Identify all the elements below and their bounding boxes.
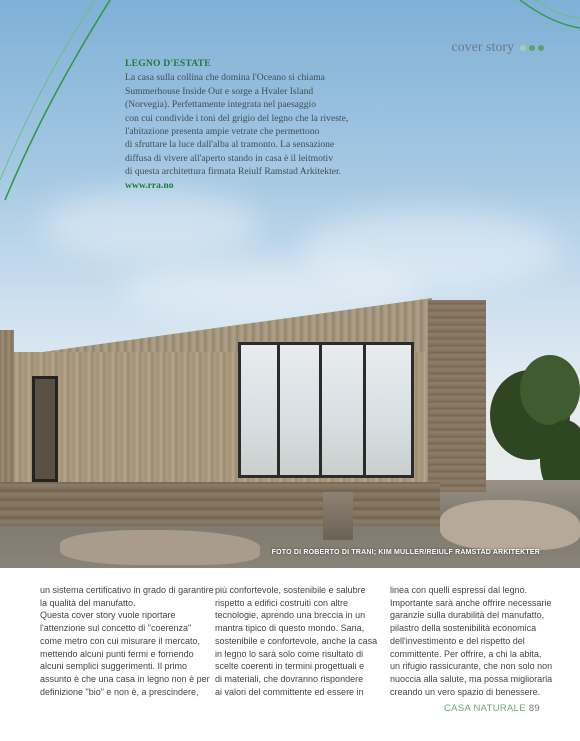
house-deck bbox=[0, 482, 440, 526]
chimney bbox=[323, 492, 353, 540]
text-column-1 bbox=[40, 584, 214, 698]
intro-line: La casa sulla collina che domina l'Oceano si chiama bbox=[125, 72, 325, 84]
text-line: garanzie sulla durabilità del manufatto, bbox=[390, 610, 545, 621]
text-line: tecnologie, aprendo una breccia in un bbox=[215, 610, 366, 621]
rock bbox=[440, 500, 580, 550]
magazine-name: CASA NATURALE bbox=[444, 703, 526, 714]
intro-title: LEGNO D'ESTATE bbox=[125, 58, 211, 69]
intro-url-link[interactable]: www.rra.no bbox=[125, 179, 174, 191]
text-line: scelte coerenti in termini progettuali e bbox=[215, 661, 365, 672]
section-label bbox=[451, 40, 544, 56]
text-line: rispetto a edifici costruiti con altre bbox=[215, 597, 349, 608]
house-glazing bbox=[238, 342, 414, 478]
text-line: sostenibile e confortevole, anche la casa bbox=[215, 635, 378, 646]
intro-line: di sfruttare la luce dall'alba al tramonto. La sensazione bbox=[125, 139, 335, 151]
intro-line: diffusa di vivere all'aperto stando in casa è il leitmotiv bbox=[125, 152, 334, 164]
vine-decoration-left bbox=[0, 0, 140, 220]
page-footer bbox=[444, 703, 540, 714]
vine-decoration-right bbox=[500, 0, 580, 40]
text-line: ai valori del committente ed essere in bbox=[215, 686, 364, 697]
text-line: come metro con cui misurare il mercato, bbox=[40, 635, 201, 646]
intro-line: con cui condivide i toni del grigio del legno che la riveste, bbox=[125, 112, 349, 124]
photo-credit: FOTO DI ROBERTO DI TRANI; KIM MULLER/REIULF RAMSTAD ARKITEKTER bbox=[271, 549, 540, 556]
intro-box bbox=[125, 57, 425, 192]
text-line: un rifugio rassicurante, che non solo non bbox=[390, 661, 553, 672]
text-line: mettendo alcuni punti fermi e fornendo bbox=[40, 648, 194, 659]
text-line: nuoccia alla salute, ma possa migliorarla bbox=[390, 673, 553, 684]
text-line: un sistema certificativo in grado di garantire bbox=[40, 585, 214, 595]
text-line: Importante sarà anche offrire necessarie bbox=[390, 597, 552, 608]
intro-line: di questa architettura firmata Reiulf Ramstad Arkitekter. bbox=[125, 166, 342, 178]
text-line: in legno lo sarà solo come risultato di bbox=[215, 648, 364, 659]
text-column-3 bbox=[390, 584, 553, 698]
rock bbox=[60, 530, 260, 565]
intro-line: l'abitazione presenta ampie vetrate che permettono bbox=[125, 126, 320, 138]
text-line: dell'investimento e del rispetto del bbox=[390, 635, 525, 646]
text-line: di materiali, che dovranno rispondere bbox=[215, 673, 364, 684]
text-line: committente. Per offrire, a chi la abita, bbox=[390, 648, 542, 659]
body-text bbox=[40, 584, 553, 698]
text-line: più confortevole, sostenibile e salubre bbox=[215, 585, 366, 595]
text-line: assunto è che una casa in legno non è per bbox=[40, 673, 210, 684]
text-line: mantra tipico di questo mondo. Sana, bbox=[215, 623, 365, 634]
house-wall-left bbox=[0, 330, 14, 500]
text-line: creando un vero spazio di benessere. bbox=[390, 686, 541, 697]
text-line: linea con quelli espressi dal legno. bbox=[390, 585, 528, 595]
text-line: la qualità del manufatto. bbox=[40, 597, 136, 608]
intro-line: Summerhouse Inside Out e sorge a Hvaler Island bbox=[125, 85, 314, 97]
dots-icon bbox=[520, 45, 544, 51]
text-line: l'attenzione sul concetto di "coerenza" bbox=[40, 623, 192, 634]
page-number: 89 bbox=[528, 703, 540, 714]
text-line: Questa cover story vuole riportare bbox=[40, 610, 176, 621]
house-door bbox=[32, 376, 58, 482]
text-line: alcuni semplici suggerimenti. Il primo bbox=[40, 661, 188, 672]
text-line: pilastro della sostenibilità economica bbox=[390, 623, 537, 634]
tree bbox=[520, 355, 580, 425]
house-end-wall bbox=[428, 300, 486, 492]
intro-line: (Norvegia). Perfettamente integrata nel paesaggio bbox=[125, 99, 316, 111]
text-column-2 bbox=[215, 584, 378, 698]
text-line: definizione "bio" e non è, a prescindere, bbox=[40, 686, 199, 697]
section-label-text: cover story bbox=[451, 40, 514, 55]
